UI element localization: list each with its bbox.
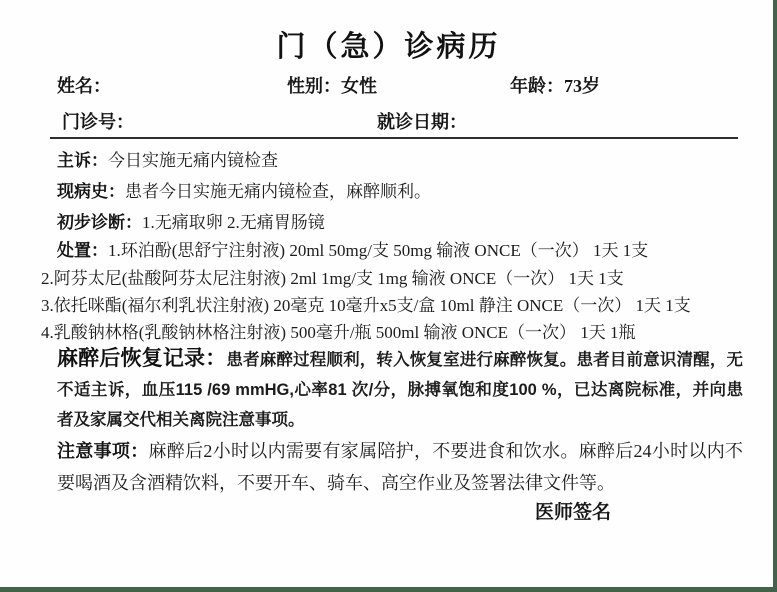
- visit-date-label: 就诊日期：: [377, 112, 467, 132]
- recovery-record-text: 患者麻醉过程顺利，转入恢复室进行麻醉恢复。患者目前意识清醒，无不适主诉，血压115 /69 mmHG,心率81 次/分，脉搏氧饱和度100 %，已达离院标准，并向患者及家属交代相关离院注意事项。: [57, 351, 744, 429]
- present-illness-label: 现病史：: [57, 182, 125, 201]
- doctor-signature-label: 医师签名: [535, 502, 612, 523]
- chief-complaint-line: [57, 146, 737, 171]
- notes-text: 麻醉后2小时以内需要有家属陪护，不要进食和饮水。麻醉后24小时以内不要喝酒及含酒精饮料，不要开车、骑车、高空作业及签署法律文件等。: [57, 441, 744, 493]
- disposal-item-3-text: 3.依托咪酯(福尔利乳状注射液) 20毫克 10毫升x5支/盒 10ml 静注 ONCE（一次） 1天 1支: [41, 296, 691, 315]
- chief-complaint-text: 今日实施无痛内镜检查: [108, 151, 278, 170]
- present-illness-line: [57, 177, 737, 202]
- preliminary-diagnosis-line: [57, 208, 737, 233]
- name-label: 姓名：: [57, 76, 111, 96]
- preliminary-diagnosis-text: 1.无痛取卵 2.无痛胃肠镜: [142, 213, 325, 232]
- disposal-item-1-text: 1.环泊酚(思舒宁注射液) 20ml 50mg/支 50mg 输液 ONCE（一次） 1天 1支: [108, 241, 649, 260]
- gender-value: 女性: [341, 76, 377, 96]
- page-edge-right: [773, 0, 777, 592]
- disposal-item-4: [41, 318, 737, 343]
- patient-name-field: [57, 72, 111, 98]
- disposal-item-2-text: 2.阿芬太尼(盐酸阿芬太尼注射液) 2ml 1mg/支 1mg 输液 ONCE（一次） 1天 1支: [41, 269, 624, 288]
- notes-label: 注意事项：: [57, 441, 149, 461]
- page-edge-bottom: [0, 587, 777, 592]
- recovery-record-label: 麻醉后恢复记录：: [57, 347, 227, 370]
- visit-date-field: [377, 108, 467, 134]
- disposal-item-3: [41, 291, 737, 316]
- preliminary-diagnosis-label: 初步诊断：: [57, 213, 142, 232]
- header-divider: [50, 137, 738, 139]
- chief-complaint-label: 主诉：: [57, 151, 108, 170]
- page-title: 门（急）诊病历: [276, 31, 501, 63]
- disposal-label: 处置：: [57, 241, 108, 260]
- disposal-item-1: [57, 236, 737, 261]
- disposal-item-4-text: 4.乳酸钠林格(乳酸钠林格注射液) 500毫升/瓶 500ml 输液 ONCE（一次） 1天 1瓶: [41, 323, 636, 342]
- patient-gender-field: [287, 72, 377, 98]
- age-value: 73岁: [564, 76, 600, 96]
- notes-paragraph: [57, 435, 743, 499]
- recovery-record-paragraph: [57, 344, 743, 435]
- gender-label: 性别：: [287, 76, 341, 96]
- present-illness-text: 患者今日实施无痛内镜检查，麻醉顺利。: [125, 182, 431, 201]
- outpatient-number-field: [62, 108, 134, 134]
- age-label: 年龄：: [510, 76, 564, 96]
- patient-age-field: [510, 72, 600, 98]
- disposal-item-2: [41, 264, 737, 289]
- outpatient-number-label: 门诊号：: [62, 112, 134, 132]
